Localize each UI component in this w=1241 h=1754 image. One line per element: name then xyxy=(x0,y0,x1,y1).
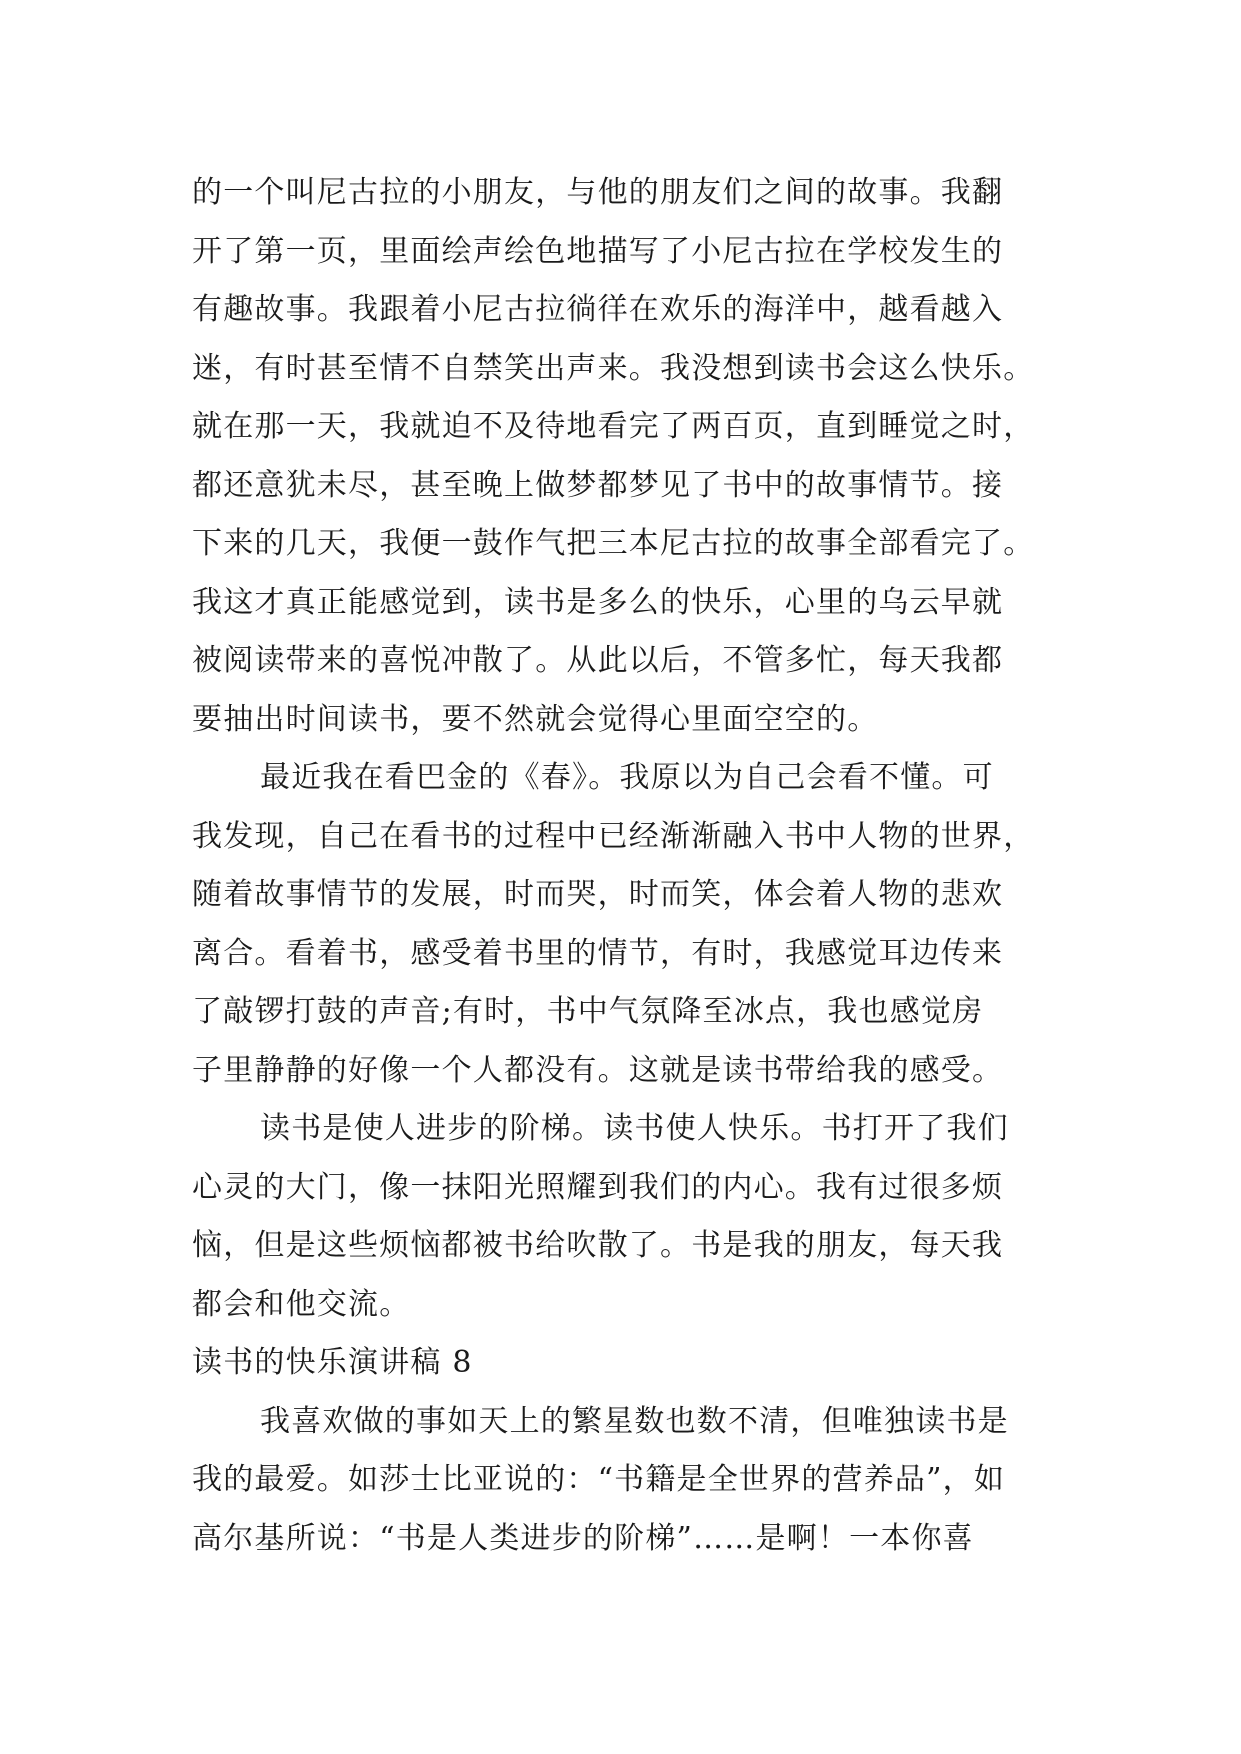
text-line: 我发现，自己在看书的过程中已经渐渐融入书中人物的世界， xyxy=(192,818,1035,854)
text-line: 要抽出时间读书，要不然就会觉得心里面空空的。 xyxy=(192,701,879,737)
text-line: 开了第一页，里面绘声绘色地描写了小尼古拉在学校发生的 xyxy=(192,233,1004,269)
text-line: 被阅读带来的喜悦冲散了。从此以后，不管多忙，每天我都 xyxy=(192,643,1004,678)
text-line: 都会和他交流。 xyxy=(192,1286,411,1322)
text-line: 迷，有时甚至情不自禁笑出声来。我没想到读书会这么快乐。 xyxy=(192,350,1035,386)
text-line: 我的最爱。如莎士比亚说的：“书籍是全世界的营养品”，如 xyxy=(192,1462,1006,1497)
text-line: 有趣故事。我跟着小尼古拉徜徉在欢乐的海洋中，越看越入 xyxy=(192,292,1004,327)
text-line: 恼，但是这些烦恼都被书给吹散了。书是我的朋友，每天我 xyxy=(192,1228,1004,1263)
text-line: 都还意犹未尽，甚至晚上做梦都梦见了书中的故事情节。接 xyxy=(192,467,1004,503)
text-line: 我喜欢做的事如天上的繁星数也数不清，但唯独读书是 xyxy=(260,1403,1009,1439)
text-line: 就在那一天，我就迫不及待地看完了两百页，直到睡觉之时， xyxy=(192,409,1035,444)
text-line: 我这才真正能感觉到，读书是多么的快乐，心里的乌云早就 xyxy=(192,584,1004,620)
text-line: 最近我在看巴金的《春》。我原以为自己会看不懂。可 xyxy=(260,760,994,795)
text-line: 下来的几天，我便一鼓作气把三本尼古拉的故事全部看完了。 xyxy=(192,526,1035,561)
text-line: 读书是使人进步的阶梯。读书使人快乐。书打开了我们 xyxy=(260,1111,1009,1146)
document-body xyxy=(192,164,1092,1568)
section-heading: 读书的快乐演讲稿 8 xyxy=(192,1345,473,1380)
text-line: 心灵的大门，像一抹阳光照耀到我们的内心。我有过很多烦 xyxy=(192,1169,1004,1205)
text-line: 了敲锣打鼓的声音;有时，书中气氛降至冰点，我也感觉房 xyxy=(192,994,984,1029)
text-line: 子里静静的好像一个人都没有。这就是读书带给我的感受。 xyxy=(192,1052,1004,1088)
text-line: 高尔基所说：“书是人类进步的阶梯”……是啊！一本你喜 xyxy=(192,1520,974,1556)
text-line: 的一个叫尼古拉的小朋友，与他的朋友们之间的故事。我翻 xyxy=(192,175,1004,210)
text-line: 离合。看着书，感受着书里的情节，有时，我感觉耳边传来 xyxy=(192,935,1004,971)
text-line: 随着故事情节的发展，时而哭，时而笑，体会着人物的悲欢 xyxy=(192,877,1004,912)
